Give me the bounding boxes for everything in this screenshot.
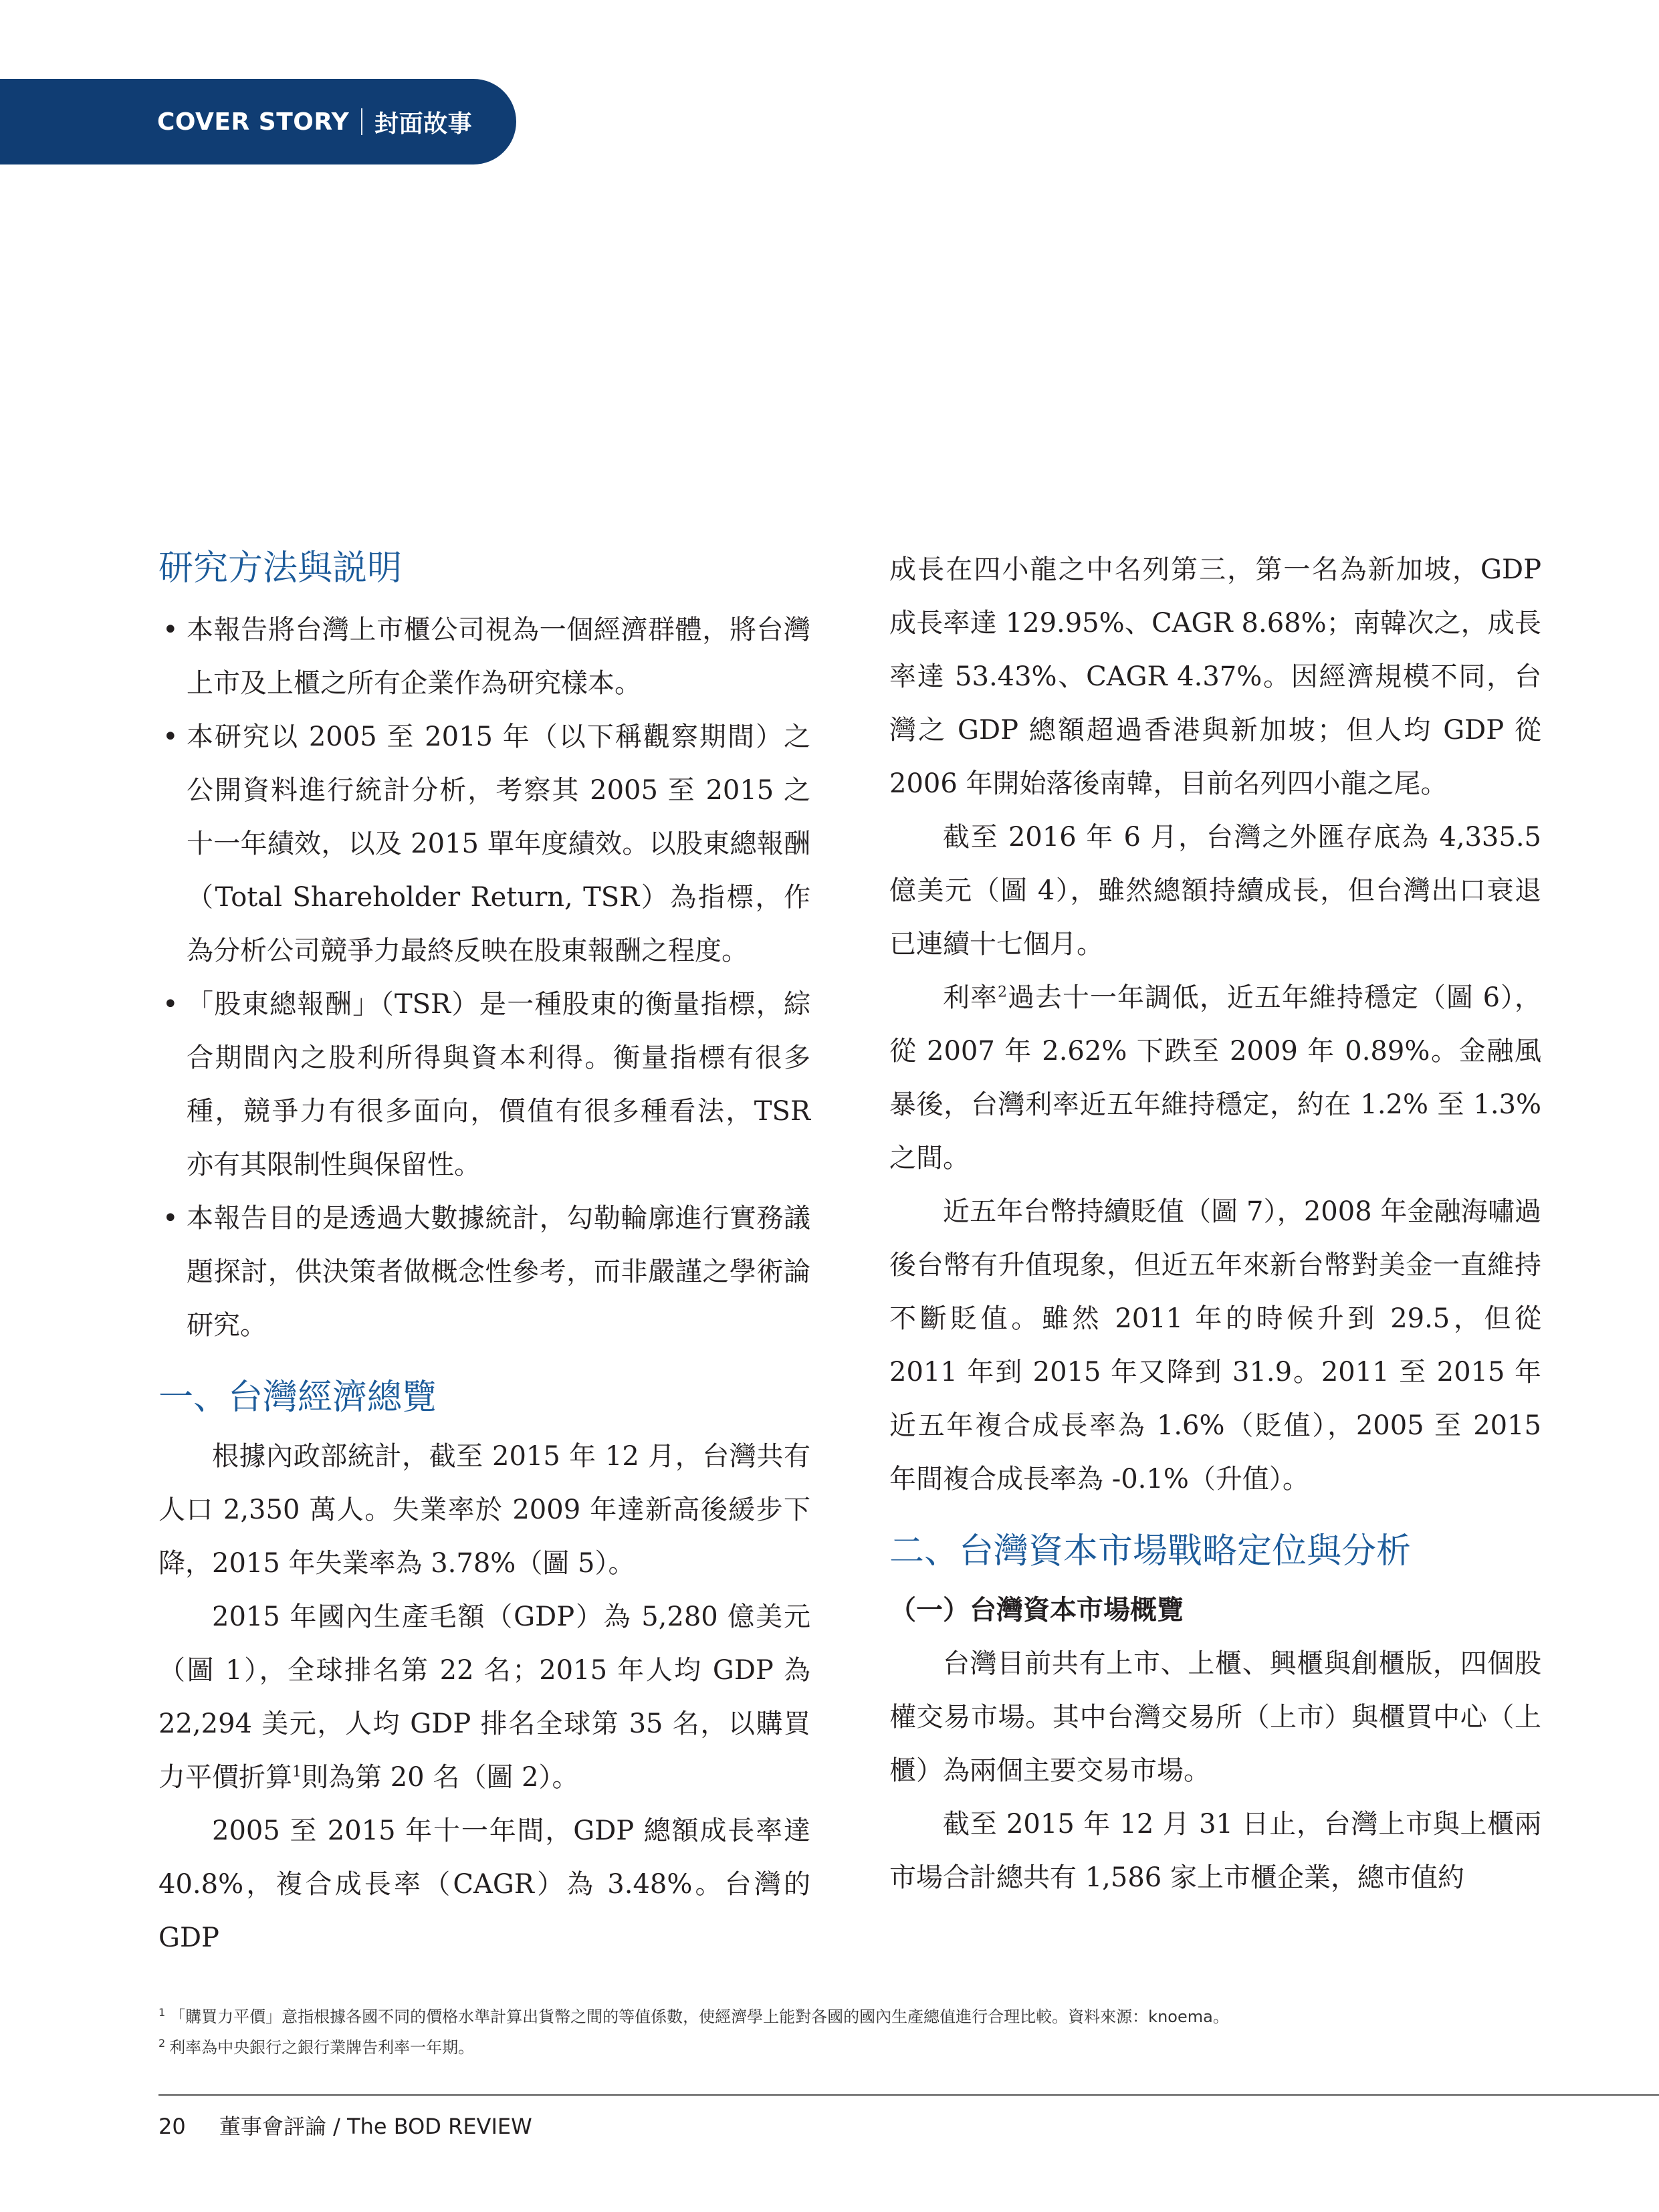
- bullet-icon: •: [162, 615, 179, 645]
- footnote: [158, 1999, 1509, 2030]
- footer-divider: [158, 2094, 1659, 2096]
- bullet-text: 「股東總報酬」（TSR）是一種股東的衡量指標，綜合期間內之股利所得與資本利得。衡量指標有很多種，競爭力有很多面向，價值有很多種看法，TSR 亦有其限制性與保留性。: [187, 989, 810, 1180]
- bullet-text: 本報告將台灣上市櫃公司視為一個經濟群體，將台灣上市及上櫃之所有企業作為研究樣本。: [187, 615, 810, 699]
- paragraph: 近五年台幣持續貶值（圖 7），2008 年金融海嘯過後台幣有升值現象，但近五年來新台幣對美金一直維持不斷貶值。雖然 2011 年的時候升到 29.5，但從 2011 年到 2015 年又降到 31.9。2011 至 2015 年近五年複合成長率為 1.6%（貶值），2005 至 2015 年間複合成長率為 -0.1%（升值）。: [889, 1196, 1541, 1495]
- paragraph: 成長在四小龍之中名列第三，第一名為新加坡，GDP 成長率達 129.95%、CAGR 8.68%；南韓次之，成長率達 53.43%、CAGR 4.37%。因經濟規模不同，台灣之 GDP 總額超過香港與新加坡；但人均 GDP 從 2006 年開始落後南韓，目前名列四小龍之尾。: [889, 554, 1541, 799]
- footnote-number: 1: [158, 2006, 166, 2019]
- page-number: 20: [158, 2114, 186, 2139]
- bullet-icon: •: [162, 1203, 179, 1234]
- paragraph: 截至 2016 年 6 月，台灣之外匯存底為 4,335.5 億美元（圖 4），雖然總額持續成長，但台灣出口衰退已連續十七個月。: [889, 822, 1541, 960]
- paragraph-text: 2015 年國內生產毛額（GDP）為 5,280 億美元（圖 1），全球排名第 22 名；2015 年人均 GDP 為 22,294 美元，人均 GDP 排名全球第 35 名，以購買力平價折算: [158, 1601, 810, 1793]
- heading-section-2: 二、台灣資本市場戰略定位與分析: [889, 1531, 1412, 1571]
- paragraph: 2005 至 2015 年十一年間，GDP 總額成長率達 40.8%，複合成長率（CAGR）為 3.48%。台灣的 GDP: [158, 1815, 810, 1953]
- footnotes: [158, 1999, 1509, 2061]
- bullet-item: [158, 978, 810, 1192]
- bullet-text: 本報告目的是透過大數據統計，勾勒輪廓進行實務議題探討，供決策者做概念性參考，而非嚴謹之學術論研究。: [187, 1203, 810, 1341]
- footnote-ref: 1: [292, 1763, 302, 1781]
- left-column: [158, 542, 810, 1965]
- page-footer: [158, 2106, 532, 2146]
- footnote-number: 2: [158, 2037, 166, 2050]
- section-label-en: COVER STORY: [157, 108, 350, 136]
- bullet-item: [158, 710, 810, 978]
- bullet-icon: •: [162, 722, 179, 752]
- section-banner: [0, 79, 516, 164]
- footnote-ref: 2: [998, 984, 1007, 1001]
- publication-name: 董事會評論 / The BOD REVIEW: [219, 2114, 532, 2139]
- section-label-zh: 封面故事: [374, 110, 473, 138]
- footnote-text: 「購買力平價」意指根據各國不同的價格水準計算出貨幣之間的等值係數，使經濟學上能對各國的國內生產總值進行合理比較。資料來源：knoema。: [169, 2007, 1229, 2026]
- subheading: （一）台灣資本市場概覽: [889, 1594, 1184, 1626]
- paragraph: 截至 2015 年 12 月 31 日止，台灣上市與上櫃兩市場合計總共有 1,586 家上市櫃企業，總市值約: [889, 1809, 1541, 1893]
- right-column: [889, 543, 1541, 1904]
- bullet-item: [158, 603, 810, 710]
- heading-method: 研究方法與説明: [158, 548, 403, 588]
- paragraph-text: 則為第 20 名（圖 2）。: [302, 1762, 579, 1793]
- heading-section-1: 一、台灣經濟總覽: [158, 1377, 437, 1418]
- paragraph: [158, 1590, 810, 1804]
- method-bullets: [158, 603, 810, 1352]
- footnote-text: 利率為中央銀行之銀行業牌告利率一年期。: [169, 2038, 475, 2057]
- bullet-text: 本研究以 2005 至 2015 年（以下稱觀察期間）之公開資料進行統計分析，考察其 2005 至 2015 之十一年績效，以及 2015 單年度績效。以股東總報酬（Total Shareholder Return, TSR）為指標，作為分析公司競爭力最終反映在股東報酬之程度。: [187, 722, 810, 966]
- paragraph: [889, 971, 1541, 1185]
- footnote: [158, 2030, 1509, 2061]
- paragraph-text: 過去十一年調低，近五年維持穩定（圖 6），從 2007 年 2.62% 下跌至 2009 年 0.89%。金融風暴後，台灣利率近五年維持穩定，約在 1.2% 至 1.3% 之間。: [889, 982, 1542, 1174]
- paragraph-text: 利率: [943, 982, 998, 1013]
- section-divider: [361, 108, 362, 135]
- paragraph: 台灣目前共有上市、上櫃、興櫃與創櫃版，四個股權交易市場。其中台灣交易所（上市）與櫃買中心（上櫃）為兩個主要交易市場。: [889, 1648, 1541, 1786]
- bullet-icon: •: [162, 989, 179, 1020]
- paragraph: 根據內政部統計，截至 2015 年 12 月，台灣共有人口 2,350 萬人。失業率於 2009 年達新高後緩步下降，2015 年失業率為 3.78%（圖 5）。: [158, 1441, 810, 1579]
- bullet-item: [158, 1192, 810, 1352]
